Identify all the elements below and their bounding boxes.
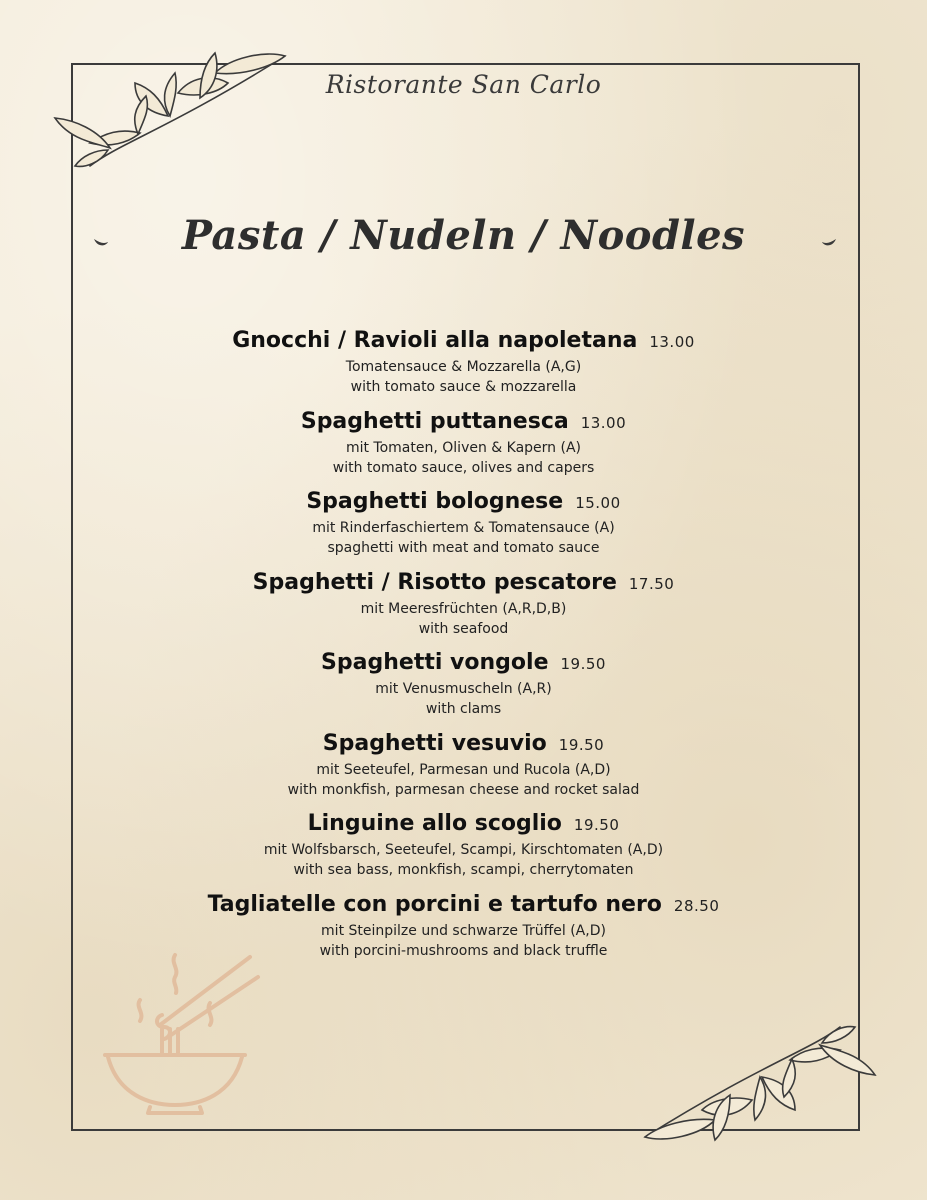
- dish-description-de: mit Meeresfrüchten (A,R,D,B): [360, 600, 567, 617]
- noodle-bowl-icon: [100, 945, 260, 1120]
- dish-price: 17.50: [628, 574, 675, 593]
- dish-description-de: mit Wolfsbarsch, Seeteufel, Scampi, Kirschtomaten (A,D): [263, 842, 664, 858]
- menu-item: [0, 729, 927, 810]
- menu-item: [0, 487, 927, 568]
- menu-item: [0, 326, 927, 407]
- dish-description-en: with sea bass, monkfish, scampi, cherrytomaten: [293, 862, 634, 878]
- dish-description-en: spaghetti with meat and tomato sauce: [327, 540, 600, 556]
- dish-name: Gnocchi / Ravioli alla napoletana: [232, 328, 638, 353]
- dish-price: 28.50: [673, 896, 720, 915]
- dish-description-de: Tomatensauce & Mozzarella (A,G): [345, 359, 582, 375]
- dish-name: Tagliatelle con porcini e tartufo nero: [207, 891, 662, 917]
- dish-description-de: mit Tomaten, Oliven & Kapern (A): [345, 439, 582, 456]
- restaurant-name: Ristorante San Carlo: [325, 70, 602, 99]
- dish-name: Spaghetti bolognese: [306, 489, 564, 514]
- dish-description-de: mit Venusmuscheln (A,R): [375, 681, 552, 697]
- dish-description-de: mit Seeteufel, Parmesan und Rucola (A,D): [316, 761, 611, 778]
- dish-description-en: with tomato sauce & mozzarella: [350, 379, 577, 395]
- menu-item: [0, 648, 927, 729]
- dish-name: Spaghetti puttanesca: [300, 408, 569, 434]
- dish-name: Spaghetti vesuvio: [322, 730, 547, 756]
- dish-name: Spaghetti vongole: [321, 650, 549, 675]
- dish-name: Linguine allo scoglio: [307, 811, 562, 836]
- section-title: Pasta / Nudeln / Noodles: [181, 212, 746, 259]
- dish-price: 13.00: [580, 413, 627, 432]
- menu-list: [0, 326, 927, 970]
- dish-description-en: with seafood: [418, 620, 509, 637]
- dish-price: 13.00: [649, 333, 695, 351]
- dish-price: 19.50: [573, 816, 620, 834]
- menu-item: [0, 407, 927, 488]
- dish-description-en: with porcini-mushrooms and black truffle: [319, 942, 608, 959]
- swirl-ornament-icon: [820, 236, 838, 248]
- dish-description-en: with tomato sauce, olives and capers: [332, 459, 595, 476]
- dish-price: 15.00: [575, 494, 621, 512]
- dish-description-de: mit Steinpilze und schwarze Trüffel (A,D): [321, 922, 606, 939]
- menu-item: [0, 809, 927, 890]
- dish-description-en: with monkfish, parmesan cheese and rocket salad: [287, 781, 640, 798]
- leaf-branch-icon: [640, 1025, 880, 1145]
- dish-description-de: mit Rinderfaschiertem & Tomatensauce (A): [312, 520, 615, 536]
- dish-price: 19.50: [558, 735, 605, 754]
- menu-item: [0, 568, 927, 649]
- dish-name: Spaghetti / Risotto pescatore: [252, 569, 617, 595]
- dish-description-en: with clams: [425, 701, 502, 717]
- dish-price: 19.50: [560, 655, 606, 673]
- leaf-branch-icon: [50, 48, 290, 168]
